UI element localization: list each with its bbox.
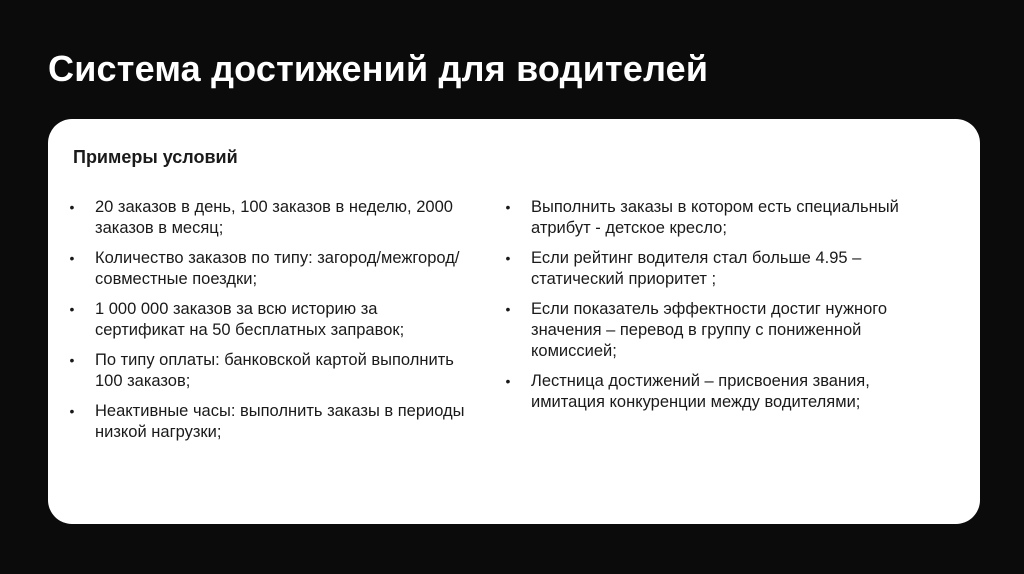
list-item xyxy=(504,197,904,239)
list-item-text: Выполнить заказы в котором есть специальный атрибут - детское кресло; xyxy=(531,198,899,237)
list-item xyxy=(504,248,904,290)
bullet-icon: • xyxy=(505,250,511,266)
list-item-text: По типу оплаты: банковской картой выполнить 100 заказов; xyxy=(95,351,454,390)
bullet-icon: • xyxy=(505,301,511,317)
list-item xyxy=(68,401,468,443)
bullet-icon: • xyxy=(69,403,75,419)
list-item xyxy=(504,299,904,362)
bullet-icon: • xyxy=(505,373,511,389)
list-item xyxy=(68,350,468,392)
list-item-text: 20 заказов в день, 100 заказов в неделю, 2000 заказов в месяц; xyxy=(95,198,453,237)
list-item-text: Лестница достижений – присвоения звания, имитация конкуренции между водителями; xyxy=(531,372,870,411)
left-conditions-list xyxy=(68,197,468,452)
bullet-icon: • xyxy=(69,199,75,215)
list-item-text: Если показатель эффектности достиг нужного значения – перевод в группу с пониженной комиссией; xyxy=(531,300,888,360)
right-conditions-list xyxy=(504,197,904,422)
list-item xyxy=(68,197,468,239)
card-heading: Примеры условий xyxy=(73,147,238,167)
list-item-text: 1 000 000 заказов за всю историю за сертификат на 50 бесплатных заправок; xyxy=(95,300,405,339)
list-item xyxy=(68,299,468,341)
bullet-icon: • xyxy=(69,301,75,317)
list-item-text: Количество заказов по типу: загород/межгород/совместные поездки; xyxy=(95,249,460,288)
list-item xyxy=(68,248,468,290)
bullet-icon: • xyxy=(69,352,75,368)
list-item-text: Если рейтинг водителя стал больше 4.95 – статический приоритет ; xyxy=(531,249,862,288)
bullet-icon: • xyxy=(505,199,511,215)
list-item xyxy=(504,371,904,413)
slide-title: Система достижений для водителей xyxy=(48,48,709,89)
bullet-icon: • xyxy=(69,250,75,266)
list-item-text: Неактивные часы: выполнить заказы в периоды низкой нагрузки; xyxy=(95,402,465,441)
conditions-card xyxy=(48,119,980,524)
